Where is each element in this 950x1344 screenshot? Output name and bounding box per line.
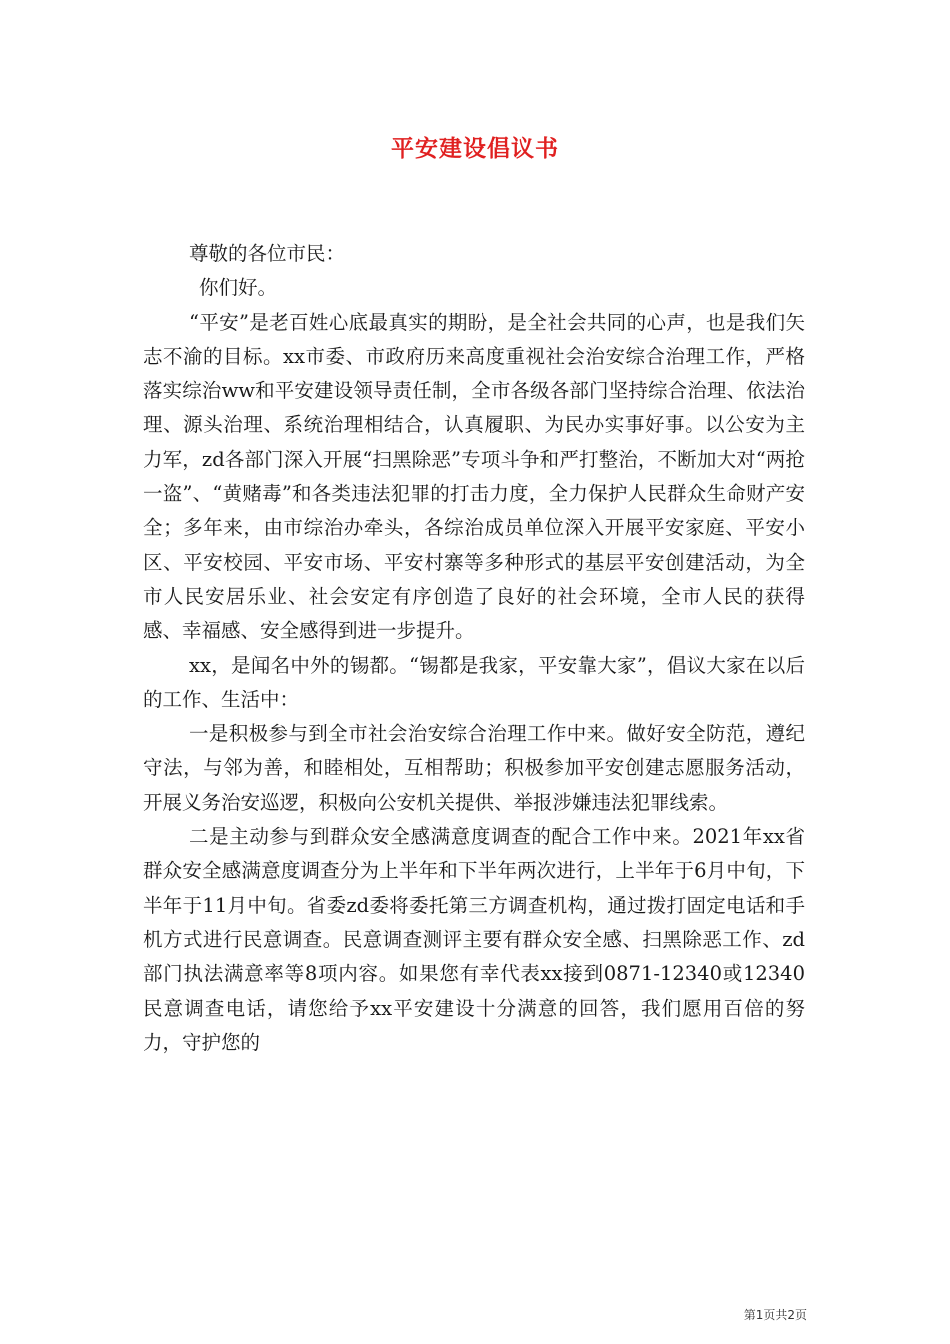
document-title: 平安建设倡议书 xyxy=(391,135,559,162)
page-footer xyxy=(744,1306,807,1323)
document-body xyxy=(143,237,805,1060)
page-indicator: 第1页共2页 xyxy=(743,1308,807,1322)
salutation: 尊敬的各位市民： xyxy=(189,242,346,265)
greeting: 你们好。 xyxy=(199,276,278,300)
paragraph: “平安”是老百姓心底最真实的期盼，是全社会共同的心声，也是我们矢志不渝的目标。xx市委、市政府历来高度重视社会治安综合治理工作，严格落实综治ww和平安建设领导责任制，全市各级各部门坚持综合治理、依法治理、源头治理、系统治理相结合，认真履职、为民办实事好事。以公安为主力军，zd各部门深入开展“扫黑除恶”专项斗争和严打整治，不断加大对“两抢一盗”、“黄赌毒”和各类违法犯罪的打击力度，全力保护人民群众生命财产安全；多年来，由市综治办牵头，各综治成员单位深入开展平安家庭、平安小区、平安校园、平安市场、平安村寨等多种形式的基层平安创建活动，为全市人民安居乐业、社会安定有序创造了良好的社会环境，全市人民的获得感、幸福感、安全感得到进一步提升。 xyxy=(143,310,805,643)
paragraph: 二是主动参与到群众安全感满意度调查的配合工作中来。2021年xx省群众安全感满意度调查分为上半年和下半年两次进行，上半年于6月中旬，下半年于11月中旬。省委zd委将委托第三方调查机构，通过拨打固定电话和手机方式进行民意调查。民意调查测评主要有群众安全感、扫黑除恶工作、zd部门执法满意率等8项内容。如果您有幸代表xx接到0871-12340或12340民意调查电话，请您给予xx平安建设十分满意的回答，我们愿用百倍的努力，守护您的 xyxy=(143,825,805,1054)
paragraph: 一是积极参与到全市社会治安综合治理工作中来。做好安全防范，遵纪守法，与邻为善，和睦相处，互相帮助；积极参加平安创建志愿服务活动，开展义务治安巡逻，积极向公安机关提供、举报涉嫌违法犯罪线索。 xyxy=(143,722,805,814)
paragraph: xx，是闻名中外的锡都。“锡都是我家，平安靠大家”，倡议大家在以后的工作、生活中： xyxy=(143,653,805,711)
